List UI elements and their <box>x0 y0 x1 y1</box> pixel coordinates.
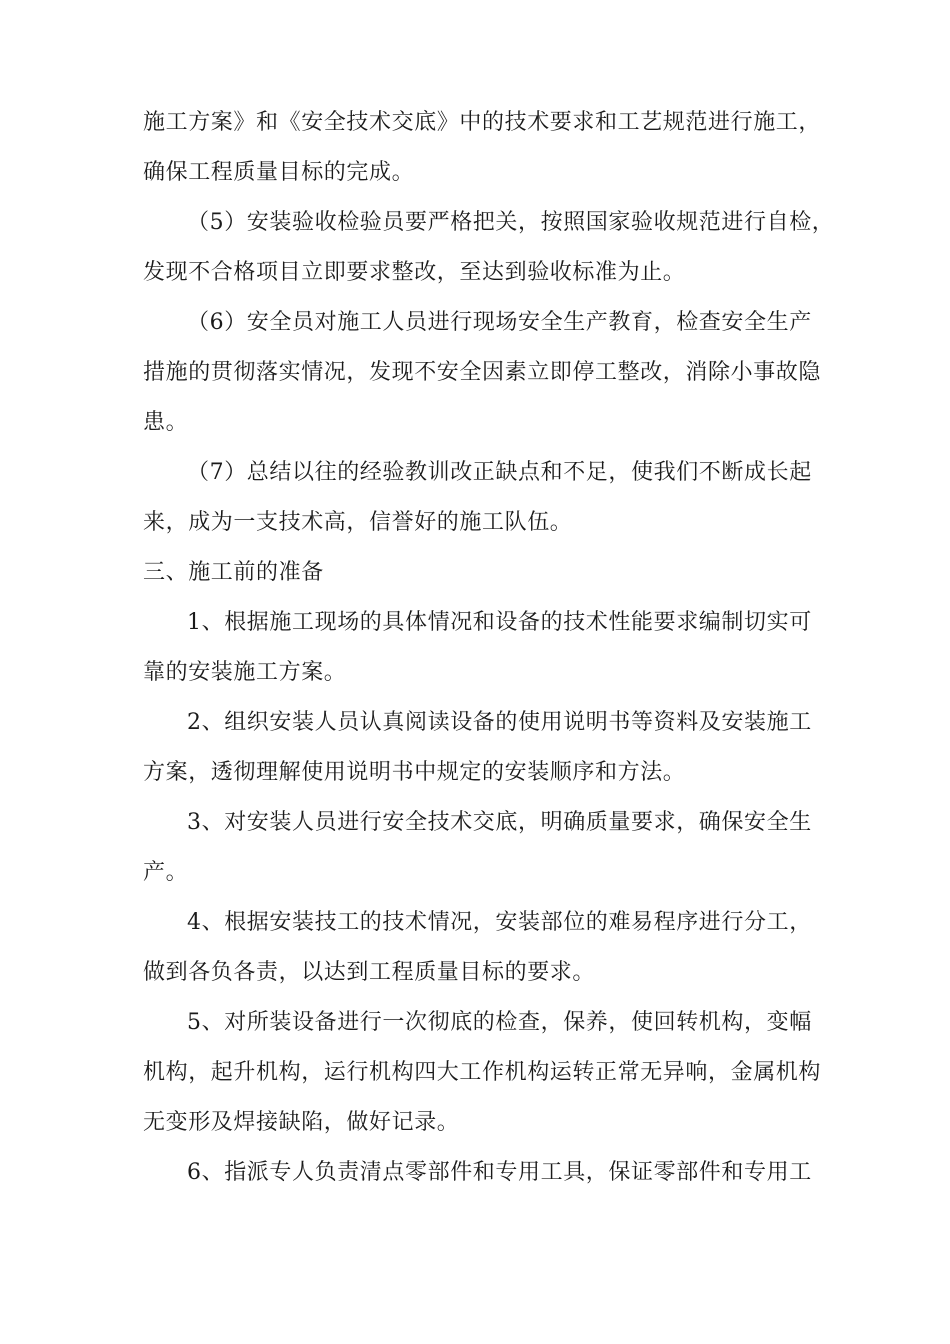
text-line: 4、根据安装技工的技术情况，安装部位的难易程序进行分工， <box>187 910 812 935</box>
text-line: 2、组织安装人员认真阅读设备的使用说明书等资料及安装施工 <box>187 710 812 735</box>
text-line: 措施的贯彻落实情况，发现不安全因素立即停工整改，消除小事故隐 <box>143 360 822 385</box>
text-line: 确保工程质量目标的完成。 <box>143 160 415 185</box>
text-line: 做到各负各责，以达到工程质量目标的要求。 <box>143 960 596 985</box>
text-line: 施工方案》和《安全技术交底》中的技术要求和工艺规范进行施工， <box>143 110 822 135</box>
text-line: 机构，起升机构，运行机构四大工作机构运转正常无异响，金属机构 <box>143 1060 822 1085</box>
text-line: 6、指派专人负责清点零部件和专用工具，保证零部件和专用工 <box>187 1160 812 1185</box>
section-heading: 三、施工前的准备 <box>143 560 324 585</box>
document-body <box>143 98 835 1198</box>
text-line: 无变形及焊接缺陷，做好记录。 <box>143 1110 460 1135</box>
text-line: 方案，透彻理解使用说明书中规定的安装顺序和方法。 <box>143 760 686 785</box>
text-line: 3、对安装人员进行安全技术交底，明确质量要求，确保安全生 <box>187 810 812 835</box>
text-line: 来，成为一支技术高，信誉好的施工队伍。 <box>143 510 573 535</box>
text-line: 产。 <box>143 860 189 885</box>
text-line: （7）总结以往的经验教训改正缺点和不足，使我们不断成长起 <box>187 460 812 485</box>
text-line: （5）安装验收检验员要严格把关，按照国家验收规范进行自检， <box>187 210 835 235</box>
text-line: （6）安全员对施工人员进行现场安全生产教育，检查安全生产 <box>187 310 812 335</box>
text-line: 1、根据施工现场的具体情况和设备的技术性能要求编制切实可 <box>187 610 812 635</box>
text-line: 发现不合格项目立即要求整改，至达到验收标准为止。 <box>143 260 686 285</box>
text-line: 5、对所装设备进行一次彻底的检查，保养，使回转机构，变幅 <box>187 1010 812 1035</box>
text-line: 靠的安装施工方案。 <box>143 660 347 685</box>
text-line: 患。 <box>143 410 189 435</box>
